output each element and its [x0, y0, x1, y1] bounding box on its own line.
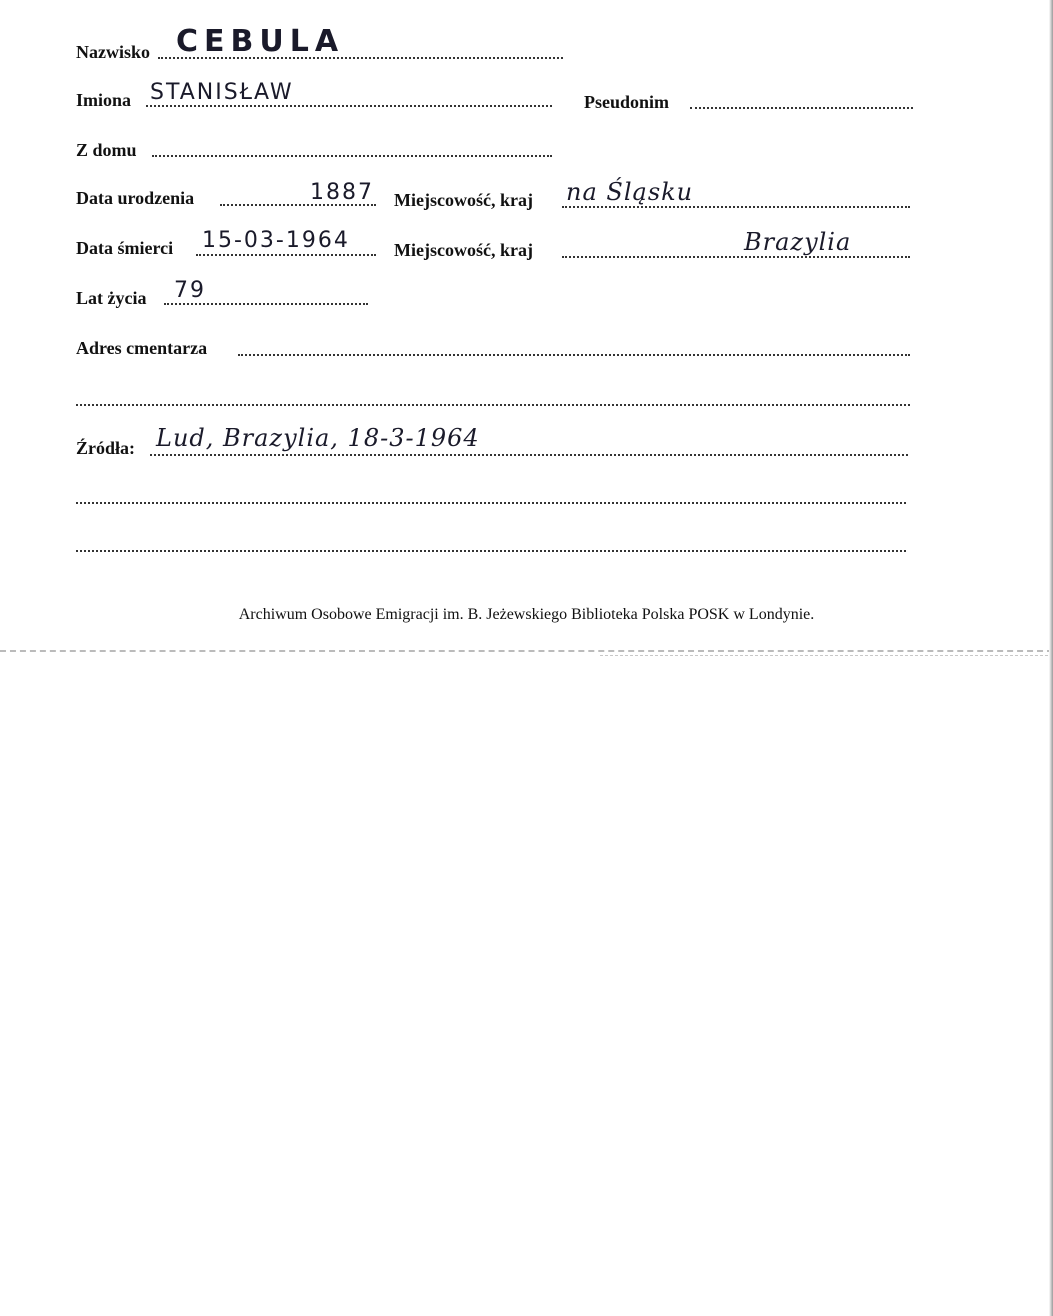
sources-line-2 [76, 502, 906, 504]
archive-footer: Archiwum Osobowe Emigracji im. B. Jeżewskiego Biblioteka Polska POSK w Londynie. [238, 606, 815, 623]
pseudonym-line [690, 107, 913, 109]
birth-place-line [562, 206, 910, 208]
birth-date-label: Data urodzenia [76, 188, 195, 208]
sources-line [150, 454, 908, 456]
surname-label: Nazwisko [76, 42, 151, 62]
given-names-line [146, 105, 552, 107]
fold-line-secondary [600, 655, 1053, 656]
death-place-label: Miejscowość, kraj [394, 240, 533, 260]
scan-edge [1049, 0, 1053, 1316]
given-names-label: Imiona [76, 90, 132, 110]
death-place-line [562, 256, 910, 258]
age-value: 79 [174, 278, 206, 303]
maiden-name-label: Z domu [76, 140, 137, 160]
sources-label: Źródła: [76, 438, 136, 458]
maiden-name-line [152, 155, 552, 157]
cemetery-address-line-2 [76, 404, 910, 406]
cemetery-address-label: Adres cmentarza [76, 338, 208, 358]
surname-value: CEBULA [176, 24, 345, 59]
death-date-line [196, 254, 376, 256]
death-place-value: Brazylia [744, 228, 852, 256]
age-label: Lat życia [76, 288, 147, 308]
age-line [164, 303, 368, 305]
birth-place-label: Miejscowość, kraj [394, 190, 533, 210]
sources-value: Lud, Brazylia, 18-3-1964 [156, 424, 480, 452]
death-date-value: 15-03-1964 [202, 228, 350, 253]
given-names-value: STANISŁAW [150, 80, 294, 105]
fold-line [0, 650, 1053, 652]
sources-line-3 [76, 550, 906, 552]
death-date-label: Data śmierci [76, 238, 174, 258]
cemetery-address-line [238, 354, 910, 356]
birth-date-value: 1887 [310, 180, 374, 205]
birth-place-value: na Śląsku [566, 178, 694, 206]
pseudonym-label: Pseudonim [584, 92, 670, 112]
